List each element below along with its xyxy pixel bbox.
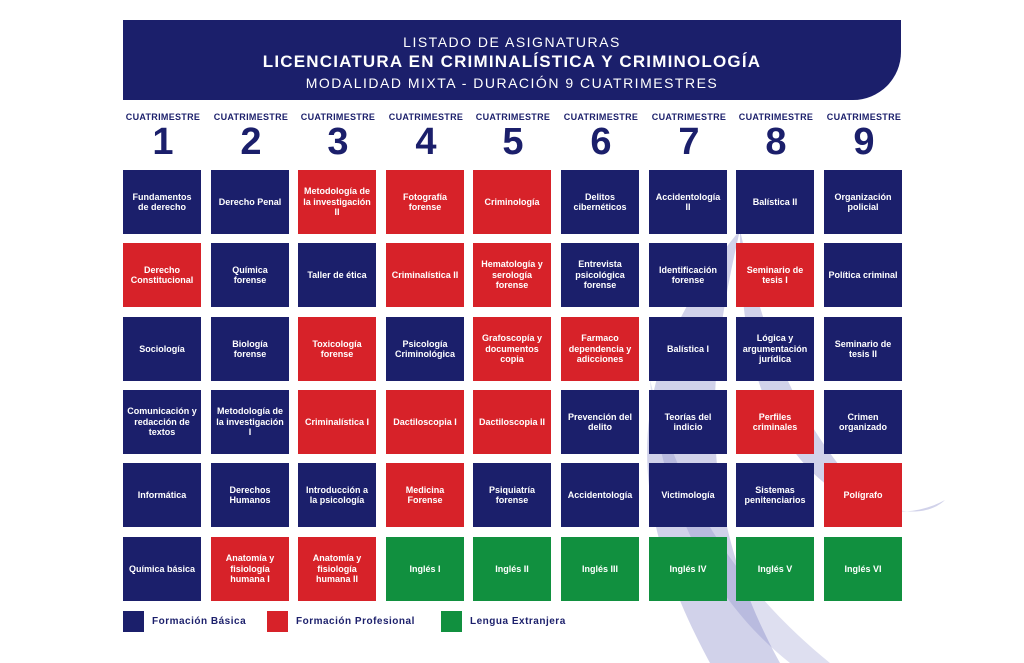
- subject-cell: Polígrafo: [824, 463, 902, 527]
- legend-swatch-professional: [267, 611, 288, 632]
- subject-cell: Seminario de tesis II: [824, 317, 902, 381]
- column-label: CUATRIMESTRE: [213, 112, 289, 122]
- subject-cell: Identificación forense: [649, 243, 727, 307]
- subject-cell: Dactiloscopia I: [386, 390, 464, 454]
- subject-cell: Delitos cibernéticos: [561, 170, 639, 234]
- subject-cell: Derechos Humanos: [211, 463, 289, 527]
- column-header-5: [473, 112, 553, 162]
- subject-cell: Química básica: [123, 537, 201, 601]
- subject-cell: Balística II: [736, 170, 814, 234]
- subject-cell: Inglés IV: [649, 537, 727, 601]
- subject-cell: Taller de ética: [298, 243, 376, 307]
- subject-cell: Metodología de la investigación I: [211, 390, 289, 454]
- column-header-8: [736, 112, 816, 162]
- legend-label-basic: Formación Básica: [152, 615, 247, 627]
- subject-cell: Accidentología II: [649, 170, 727, 234]
- header-modality: MODALIDAD MIXTA - DURACIÓN 9 CUATRIMESTRES: [305, 75, 719, 91]
- subject-cell: Biología forense: [211, 317, 289, 381]
- subject-cell: Informática: [123, 463, 201, 527]
- subject-cell: Inglés V: [736, 537, 814, 601]
- column-number: 8: [765, 121, 787, 163]
- column-label: CUATRIMESTRE: [826, 112, 902, 122]
- header-subtitle: LISTADO DE ASIGNATURAS: [403, 34, 621, 50]
- subject-cell: Política criminal: [824, 243, 902, 307]
- subject-cell: Inglés III: [561, 537, 639, 601]
- column-number: 1: [152, 121, 174, 163]
- subject-cell: Perfiles criminales: [736, 390, 814, 454]
- subject-cell: Derecho Constitucional: [123, 243, 201, 307]
- legend-label-professional: Formación Profesional: [296, 615, 415, 627]
- column-label: CUATRIMESTRE: [651, 112, 727, 122]
- column-header-3: [298, 112, 378, 162]
- column-label: CUATRIMESTRE: [738, 112, 814, 122]
- legend-item-language: [441, 610, 566, 632]
- column-header-1: [123, 112, 203, 162]
- subject-cell: Victimología: [649, 463, 727, 527]
- column-label: CUATRIMESTRE: [563, 112, 639, 122]
- subject-cell: Lógica y argumentación jurídica: [736, 317, 814, 381]
- subject-cell: Entrevista psicológica forense: [561, 243, 639, 307]
- column-header-9: [824, 112, 904, 162]
- column-number: 3: [327, 121, 349, 163]
- column-number: 4: [415, 121, 437, 163]
- subject-cell: Organización policial: [824, 170, 902, 234]
- column-header-6: [561, 112, 641, 162]
- subject-cell: Sistemas penitenciarios: [736, 463, 814, 527]
- page-title: LICENCIATURA EN CRIMINALÍSTICA Y CRIMINOLOGÍA: [262, 52, 762, 71]
- subject-cell: Inglés II: [473, 537, 551, 601]
- column-number: 2: [240, 121, 262, 163]
- legend-swatch-language: [441, 611, 462, 632]
- column-number: 9: [853, 121, 875, 163]
- subject-cell: Accidentología: [561, 463, 639, 527]
- subject-cell: Prevención del delito: [561, 390, 639, 454]
- subject-cell: Dactiloscopia II: [473, 390, 551, 454]
- column-number: 5: [502, 121, 524, 163]
- subject-cell: Criminalística II: [386, 243, 464, 307]
- subject-cell: Fundamentos de derecho: [123, 170, 201, 234]
- column-label: CUATRIMESTRE: [388, 112, 464, 122]
- subject-cell: Anatomía y fisiología humana I: [211, 537, 289, 601]
- subject-cell: Criminología: [473, 170, 551, 234]
- legend-label-language: Lengua Extranjera: [470, 615, 566, 627]
- subject-cell: Anatomía y fisiología humana II: [298, 537, 376, 601]
- column-number: 6: [590, 121, 612, 163]
- subject-cell: Toxicología forense: [298, 317, 376, 381]
- subject-cell: Inglés VI: [824, 537, 902, 601]
- subject-cell: Fotografía forense: [386, 170, 464, 234]
- subject-cell: Medicina Forense: [386, 463, 464, 527]
- legend-item-basic: [123, 610, 246, 632]
- subject-cell: Crimen organizado: [824, 390, 902, 454]
- subject-cell: Balística I: [649, 317, 727, 381]
- subject-cell: Teorías del indicio: [649, 390, 727, 454]
- column-number: 7: [678, 121, 700, 163]
- column-label: CUATRIMESTRE: [125, 112, 201, 122]
- subject-cell: Grafoscopía y documentos copia: [473, 317, 551, 381]
- legend-item-professional: [267, 610, 415, 632]
- subject-cell: Inglés I: [386, 537, 464, 601]
- subject-cell: Farmaco dependencia y adicciones: [561, 317, 639, 381]
- subject-cell: Introducción a la psicología: [298, 463, 376, 527]
- subject-cell: Sociología: [123, 317, 201, 381]
- legend-swatch-basic: [123, 611, 144, 632]
- column-header-2: [211, 112, 291, 162]
- subject-cell: Hematología y serología forense: [473, 243, 551, 307]
- title-banner: [123, 20, 901, 100]
- subject-cell: Psiquiatría forense: [473, 463, 551, 527]
- column-label: CUATRIMESTRE: [300, 112, 376, 122]
- subject-cell: Seminario de tesis I: [736, 243, 814, 307]
- subject-cell: Psicología Criminológica: [386, 317, 464, 381]
- subject-cell: Derecho Penal: [211, 170, 289, 234]
- column-label: CUATRIMESTRE: [475, 112, 551, 122]
- column-header-4: [386, 112, 466, 162]
- subject-cell: Metodología de la investigación II: [298, 170, 376, 234]
- subject-cell: Criminalística I: [298, 390, 376, 454]
- subject-cell: Química forense: [211, 243, 289, 307]
- subject-cell: Comunicación y redacción de textos: [123, 390, 201, 454]
- column-header-7: [649, 112, 729, 162]
